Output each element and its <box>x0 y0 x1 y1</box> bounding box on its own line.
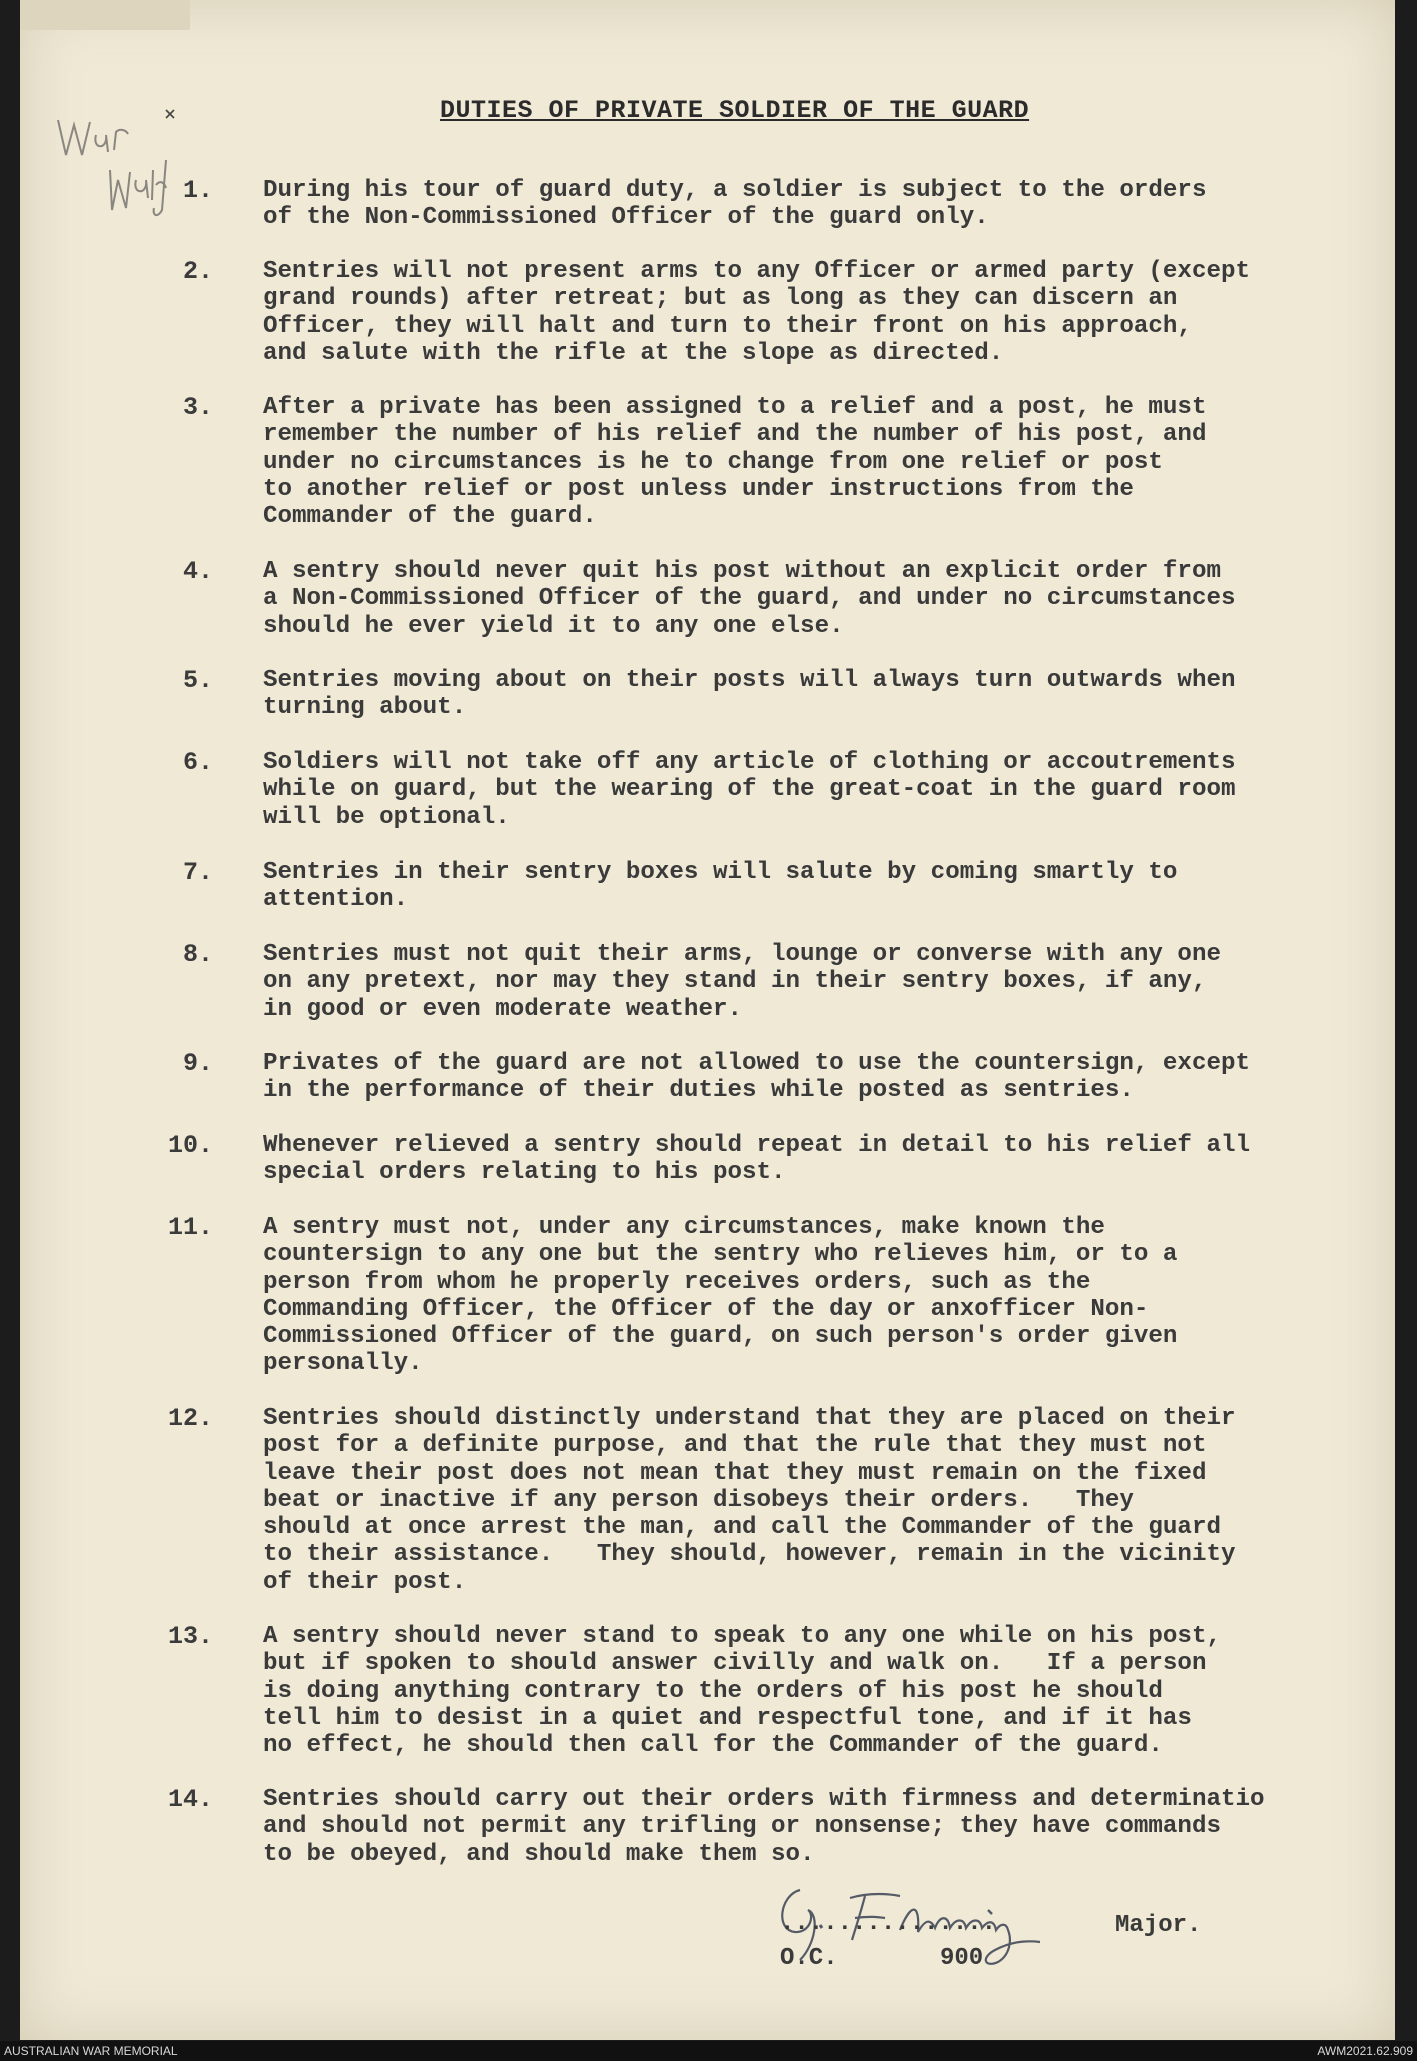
signature-dots: ............... <box>780 1910 997 1937</box>
item-number: 14. <box>167 1785 213 1814</box>
item-number: 5. <box>182 666 213 695</box>
oc-number: 900 <box>940 1945 984 1972</box>
item-text: A sentry must not, under any circumstances, make known the countersign to any one but the sentry who relieves him, or to a person from whom he properly receives orders, such as the Commanding Officer, the Officer of the day or anxofficer Non- Commissioned Officer of the guard, on such person's order given personally. <box>263 1214 1178 1378</box>
item-number: 12. <box>167 1404 213 1433</box>
item-text: A sentry should never quit his post without an explicit order from a Non-Commissioned Officer of the guard, and under no circumstances should he ever yield it to any one else. <box>263 558 1236 640</box>
document-page <box>20 0 1395 2040</box>
item-text: A sentry should never stand to speak to any one while on his post, but if spoken to should answer civilly and walk on. If a person is doing anything contrary to the orders of his post he should tell him to desist in a quiet and respectful tone, and if it has no effect, he should then call for the Commander of the guard. <box>263 1623 1221 1760</box>
item-text: Sentries will not present arms to any Officer or armed party (except grand rounds) after retreat; but as long as they can discern an Officer, they will halt and turn to their front on his approach, and salute with the rifle at the slope as directed. <box>263 258 1251 367</box>
item-number: 11. <box>167 1213 213 1242</box>
item-number: 13. <box>167 1622 213 1651</box>
footer-bar <box>0 2041 1417 2061</box>
item-text: Sentries should distinctly understand that they are placed on their post for a definite purpose, and that the rule that they must not leave their post does not mean that they must remain on the fixed beat or inactive if any person disobeys their orders. They should at once arrest the man, and call the Commander of the guard to their assistance. They should, however, remain in the vicinity of their post. <box>263 1405 1236 1596</box>
footer-source: AUSTRALIAN WAR MEMORIAL <box>4 2044 178 2058</box>
item-number: 3. <box>182 393 213 422</box>
item-text: Sentries must not quit their arms, lounge or converse with any one on any pretext, nor may they stand in their sentry boxes, if any, in good or even moderate weather. <box>263 941 1221 1023</box>
item-text: Sentries should carry out their orders with firmness and determinatio and should not permit any trifling or nonsense; they have commands to be obeyed, and should make them so. <box>263 1786 1265 1868</box>
item-text: Soldiers will not take off any article of clothing or accoutrements while on guard, but the wearing of the great-coat in the guard room will be optional. <box>263 749 1236 831</box>
item-text: Sentries moving about on their posts will always turn outwards when turning about. <box>263 667 1236 722</box>
item-number: 8. <box>182 940 213 969</box>
item-number: 7. <box>182 858 213 887</box>
item-text: Whenever relieved a sentry should repeat in detail to his relief all special orders relating to his post. <box>263 1132 1251 1187</box>
item-number: 1. <box>182 176 213 205</box>
item-text: Privates of the guard are not allowed to use the countersign, except in the performance of their duties while posted as sentries. <box>263 1050 1251 1105</box>
signatory-rank: Major. <box>1115 1912 1202 1939</box>
paper-tab <box>20 0 190 30</box>
item-number: 10. <box>167 1131 213 1160</box>
oc-label: O.C. <box>780 1945 838 1972</box>
item-number: 4. <box>182 557 213 586</box>
item-text: During his tour of guard duty, a soldier is subject to the orders of the Non-Commissioned Officer of the guard only. <box>263 177 1207 232</box>
item-text: Sentries in their sentry boxes will salute by coming smartly to attention. <box>263 859 1178 914</box>
item-text: After a private has been assigned to a relief and a post, he must remember the number of his relief and the number of his post, and under no circumstances is he to change from one relief or post to another relief or post unless under instructions from the Commander of the guard. <box>263 394 1207 531</box>
item-number: 2. <box>182 257 213 286</box>
document-title: DUTIES OF PRIVATE SOLDIER OF THE GUARD <box>440 96 1030 125</box>
item-number: 9. <box>182 1049 213 1078</box>
item-number: 6. <box>182 748 213 777</box>
footer-accession: AWM2021.62.909 <box>1317 2044 1413 2058</box>
